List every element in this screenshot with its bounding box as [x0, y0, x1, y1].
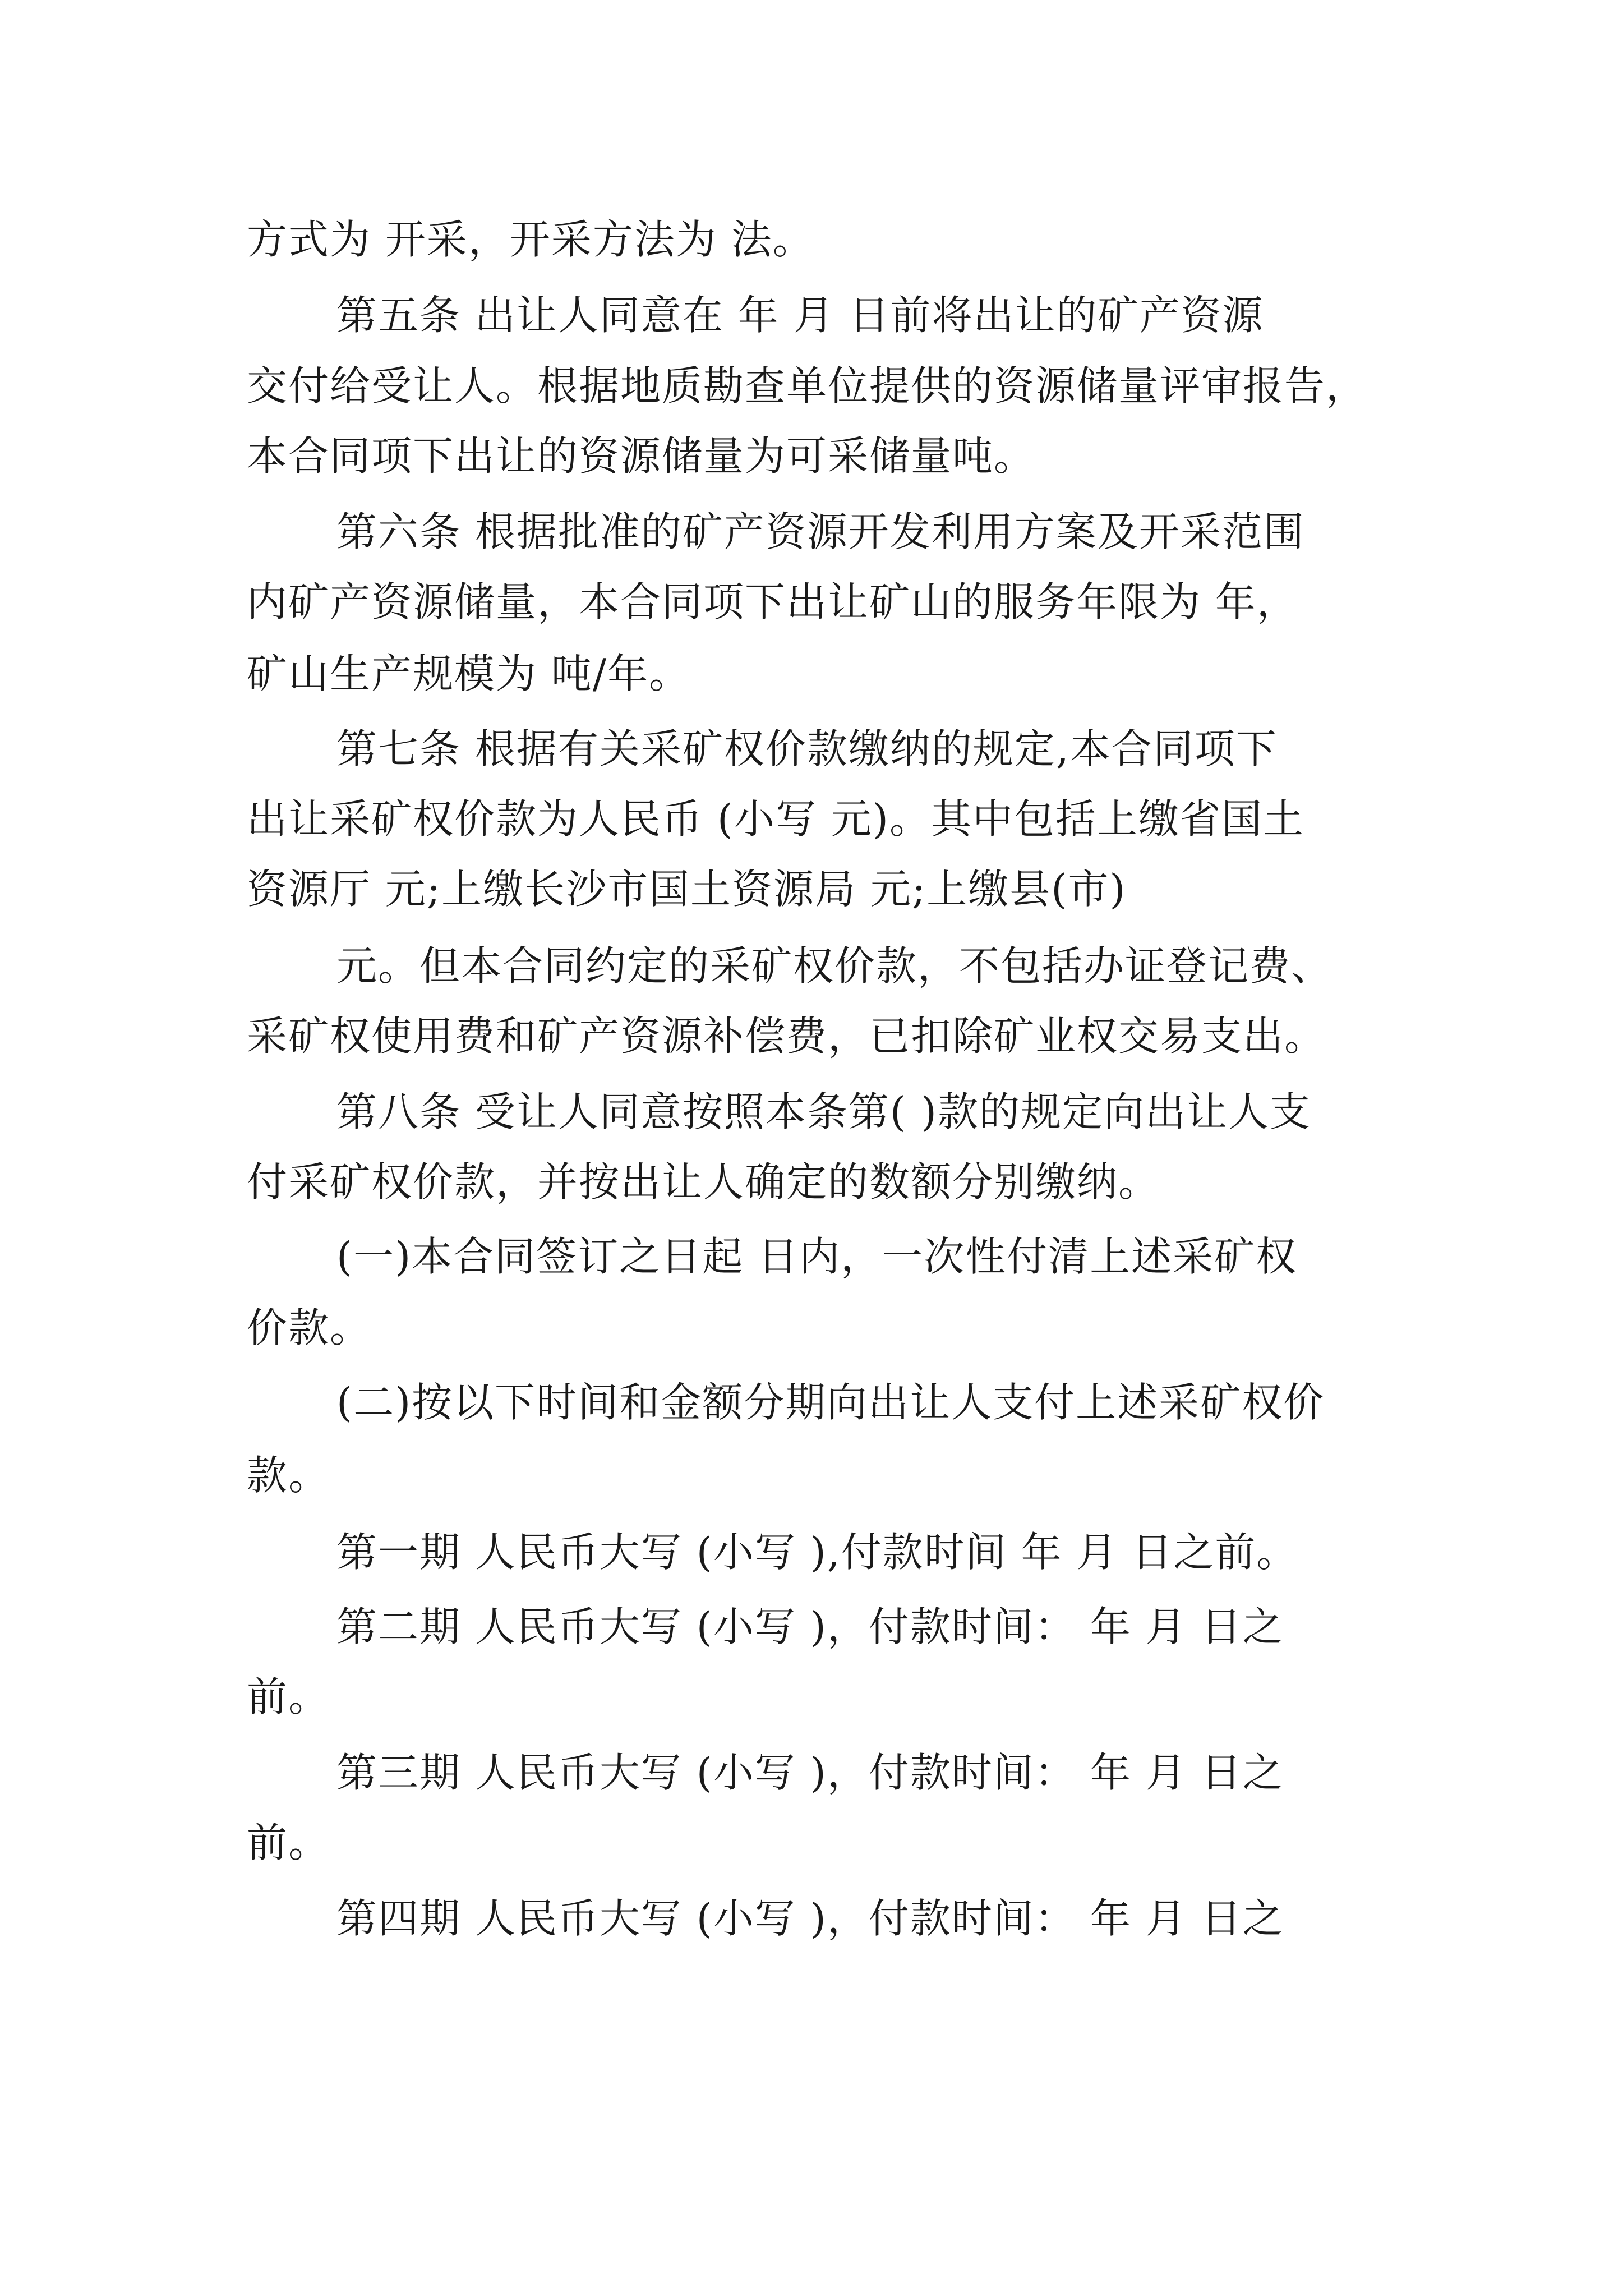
installment-3-line-2: 前。: [247, 1819, 330, 1866]
article-7-line-5: 采矿权使用费和矿产资源补偿费，已扣除矿业权交易支出。: [247, 1013, 1326, 1060]
article-7-line-3: 资源厅 元;上缴长沙市国土资源局 元;上缴县(市): [247, 866, 1127, 913]
installment-1-line: 第一期 人民币大写 (小写 ),付款时间 年 月 日之前。: [336, 1529, 1298, 1576]
article-7-line-2: 出让采矿权价款为人民币 (小写 元)。其中包括上缴省国土: [247, 795, 1304, 843]
installment-3-line-1: 第三期 人民币大写 (小写 )，付款时间： 年 月 日之: [336, 1749, 1284, 1796]
article-8-line-2: 付采矿权价款，并按出让人确定的数额分别缴纳。: [247, 1158, 1160, 1205]
article-6-line-3: 矿山生产规模为 吨/年。: [247, 650, 691, 697]
clause-2-line-1: (二)按以下时间和金额分期向出让人支付上述采矿权价: [336, 1379, 1325, 1426]
article-5-line-3: 本合同项下出让的资源储量为可采储量吨。: [247, 432, 1036, 480]
text-line-1: 方式为 开采，开采方法为 法。: [247, 216, 814, 263]
article-6-line-2: 内矿产资源储量，本合同项下出让矿山的服务年限为 年，: [247, 578, 1298, 625]
installment-2-line-1: 第二期 人民币大写 (小写 )，付款时间： 年 月 日之: [336, 1603, 1284, 1650]
clause-1-line-2: 价款。: [247, 1304, 372, 1351]
article-8-line-1: 第八条 受让人同意按照本条第( )款的规定向出让人支: [336, 1088, 1311, 1135]
article-7-line-4: 元。但本合同约定的采矿权价款，不包括办证登记费、: [336, 942, 1333, 990]
article-7-line-1: 第七条 根据有关采矿权价款缴纳的规定,本合同项下: [336, 725, 1278, 772]
article-6-line-1: 第六条 根据批准的矿产资源开发利用方案及开采范围: [336, 508, 1305, 555]
installment-4-line-1: 第四期 人民币大写 (小写 )，付款时间： 年 月 日之: [336, 1895, 1284, 1942]
installment-2-line-2: 前。: [247, 1673, 330, 1720]
clause-1-line-1: (一)本合同签订之日起 日内，一次性付清上述采矿权: [336, 1233, 1298, 1280]
article-5-line-2: 交付给受让人。根据地质勘查单位提供的资源储量评审报告，: [247, 362, 1368, 409]
article-5-line-1: 第五条 出让人同意在 年 月 日前将出让的矿产资源: [336, 292, 1264, 339]
clause-2-line-2: 款。: [247, 1452, 330, 1499]
